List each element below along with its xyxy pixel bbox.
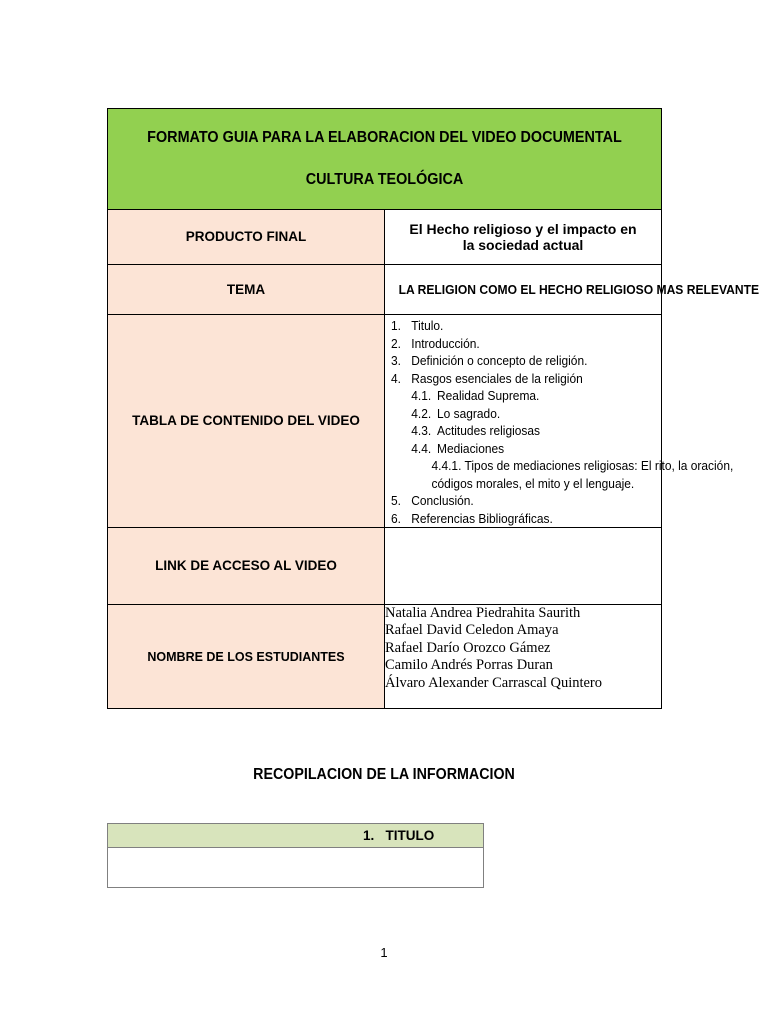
student-name: Natalia Andrea Piedrahita Saurith <box>385 605 581 621</box>
tema-text: LA RELIGION COMO EL HECHO RELIGIOSO MAS RELEVANTE <box>398 281 760 297</box>
link-label: LINK DE ACCESO AL VIDEO <box>108 528 385 605</box>
section-title: RECOPILACION DE LA INFORMACION <box>253 766 515 783</box>
header-cell <box>108 109 662 210</box>
titulo-content[interactable] <box>108 848 484 888</box>
student-name: Rafael David Celedon Amaya <box>385 622 559 639</box>
students-label: NOMBRE DE LOS ESTUDIANTES <box>108 605 385 709</box>
titulo-header <box>108 824 484 848</box>
students-cell <box>385 605 662 709</box>
tema-value <box>385 265 760 315</box>
toc-subitem: 4.4. Mediaciones <box>411 440 505 456</box>
toc-row <box>108 315 662 528</box>
toc-cell <box>385 315 734 528</box>
toc-label: TABLA DE CONTENIDO DEL VIDEO <box>108 315 385 528</box>
toc-item: 4. Rasgos esenciales de la religión <box>391 370 583 386</box>
format-table <box>107 108 760 709</box>
page-number: 1 <box>380 945 388 960</box>
toc-subitem: 4.1. Realidad Suprema. <box>411 388 540 403</box>
student-name: Rafael Darío Orozco Gámez <box>385 639 551 656</box>
titulo-table <box>107 823 484 888</box>
link-value[interactable] <box>385 528 662 605</box>
titulo-header-text: 1. TITULO <box>363 828 435 843</box>
toc-item: 5. Conclusión. <box>391 493 474 508</box>
tema-label: TEMA <box>108 265 385 315</box>
students-row <box>108 605 662 709</box>
toc-subsubitem: 4.4.1. Tipos de mediaciones religiosas: El rito, la oración, códigos morales, el mito y el lenguaje. <box>431 458 734 491</box>
document-title: FORMATO GUIA PARA LA ELABORACION DEL VIDEO DOCUMENTAL <box>147 129 622 146</box>
producto-row <box>108 210 662 265</box>
toc-item: 6. Referencias Bibliográficas. <box>391 510 553 526</box>
student-name: Camilo Andrés Porras Duran <box>385 657 553 674</box>
toc-subitem: 4.3. Actitudes religiosas <box>411 423 541 438</box>
toc-item: 2. Introducción. <box>391 335 480 351</box>
producto-value: El Hecho religioso y el impacto en la sociedad actual <box>385 210 662 265</box>
toc-item: 3. Definición o concepto de religión. <box>391 353 588 368</box>
toc-subitem: 4.2. Lo sagrado. <box>411 405 501 421</box>
producto-label: PRODUCTO FINAL <box>108 210 385 265</box>
document-subtitle: CULTURA TEOLÓGICA <box>305 171 464 188</box>
toc-item: 1. Titulo. <box>391 318 444 333</box>
student-name: Álvaro Alexander Carrascal Quintero <box>385 674 603 691</box>
tema-row <box>108 265 662 315</box>
toc-list <box>385 315 734 527</box>
link-row <box>108 528 662 605</box>
